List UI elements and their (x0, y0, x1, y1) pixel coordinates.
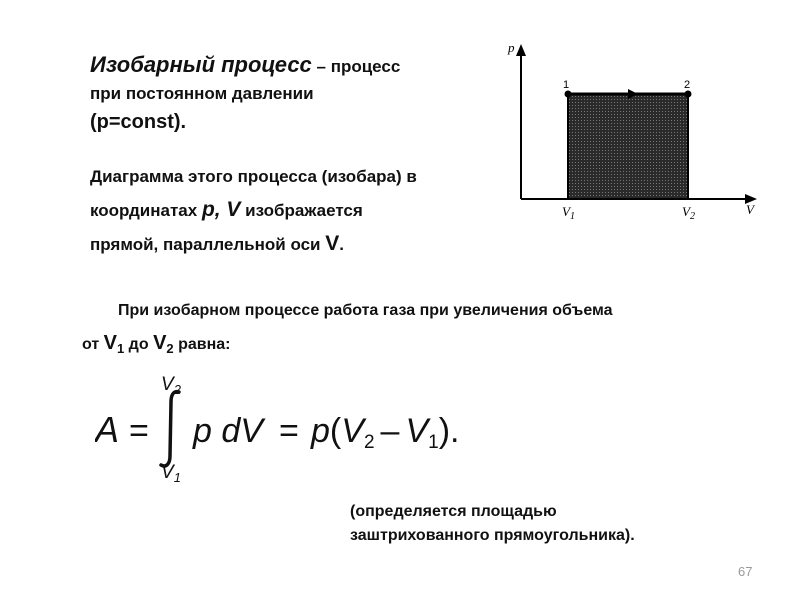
lower-limit-letter: V (161, 462, 174, 483)
point-1-label: 1 (563, 79, 570, 91)
work-line-2-suffix: равна: (173, 336, 231, 353)
v1-tick-label (562, 204, 575, 222)
definition-tail: – процесс (311, 57, 401, 76)
p-v-graph (500, 36, 770, 236)
integral-lower-limit (161, 462, 181, 485)
work-line-2-middle: до (124, 336, 154, 353)
point-2-label: 2 (684, 79, 691, 91)
definition-line: при постоянном давлении (90, 84, 314, 103)
rhs-p: p (311, 412, 330, 450)
diagram-line-3-suffix: . (339, 235, 344, 254)
diagram-description (90, 160, 490, 261)
work-area-rectangle (568, 94, 688, 199)
process-term: Изобарный процесс (90, 52, 312, 77)
work-line-1: При изобарном процессе работа газа при увеличения объема (118, 302, 613, 319)
diagram-line-2 (90, 193, 490, 227)
v1-symbol: V (103, 332, 117, 354)
point-1 (565, 91, 572, 98)
v2-subscript: 2 (166, 341, 174, 357)
formula-rhs (310, 412, 459, 453)
rhs-v1: V (405, 412, 429, 450)
v2-symbol: V (153, 332, 167, 354)
upper-limit-letter: V (161, 374, 174, 395)
coordinates-vars: p, V (201, 198, 241, 221)
formula-lhs: A (95, 409, 120, 450)
formula-equals-1: = (129, 412, 149, 450)
point-2 (685, 91, 692, 98)
work-line-2-prefix: от (82, 336, 104, 353)
rhs-v2: V (341, 412, 364, 450)
diagram-line-3 (90, 227, 490, 261)
v1-tick-letter: V (562, 204, 570, 219)
diagram-line-3-prefix: прямой, параллельной оси (90, 235, 326, 254)
p-axis-label: p (508, 40, 515, 55)
rhs-v2-sub: 2 (363, 432, 375, 453)
diagram-line-2-prefix: координатах (90, 201, 202, 220)
v-axis-label: V (746, 202, 754, 217)
note-line-1: (определяется площадью (350, 503, 557, 520)
v2-tick-label (682, 204, 695, 222)
const-line: (p=const). (90, 111, 187, 133)
area-note (350, 500, 635, 548)
v1-subscript: 1 (117, 341, 125, 357)
v1-tick-sub: 1 (569, 211, 575, 222)
lower-limit-sub: 1 (173, 470, 181, 485)
rhs-minus: – (380, 412, 400, 450)
rhs-v1-sub: 1 (428, 432, 439, 453)
p-axis-arrow-icon (516, 44, 526, 56)
formula-equals-2: = (279, 412, 299, 450)
title-line (90, 50, 490, 82)
note-line-2: заштрихованного прямоугольника). (350, 527, 635, 544)
work-paragraph (82, 295, 762, 365)
work-line-2 (82, 327, 762, 365)
integral-upper-limit (161, 374, 182, 397)
axis-var: V (325, 232, 340, 255)
integrand: p dV (193, 412, 263, 450)
integral-sign-icon (161, 392, 179, 466)
page-number: 67 (738, 564, 753, 579)
title-block (90, 50, 490, 138)
diagram-line-2-suffix: изображается (240, 201, 363, 220)
v2-tick-sub: 2 (689, 211, 695, 222)
upper-limit-sub: 2 (173, 382, 181, 397)
rhs-close-paren: ). (438, 412, 460, 450)
rhs-open-paren: ( (329, 412, 342, 450)
v2-tick-letter: V (682, 204, 690, 219)
diagram-line-1: Диаграмма этого процесса (изобара) в (90, 167, 417, 186)
work-formula (95, 370, 515, 485)
